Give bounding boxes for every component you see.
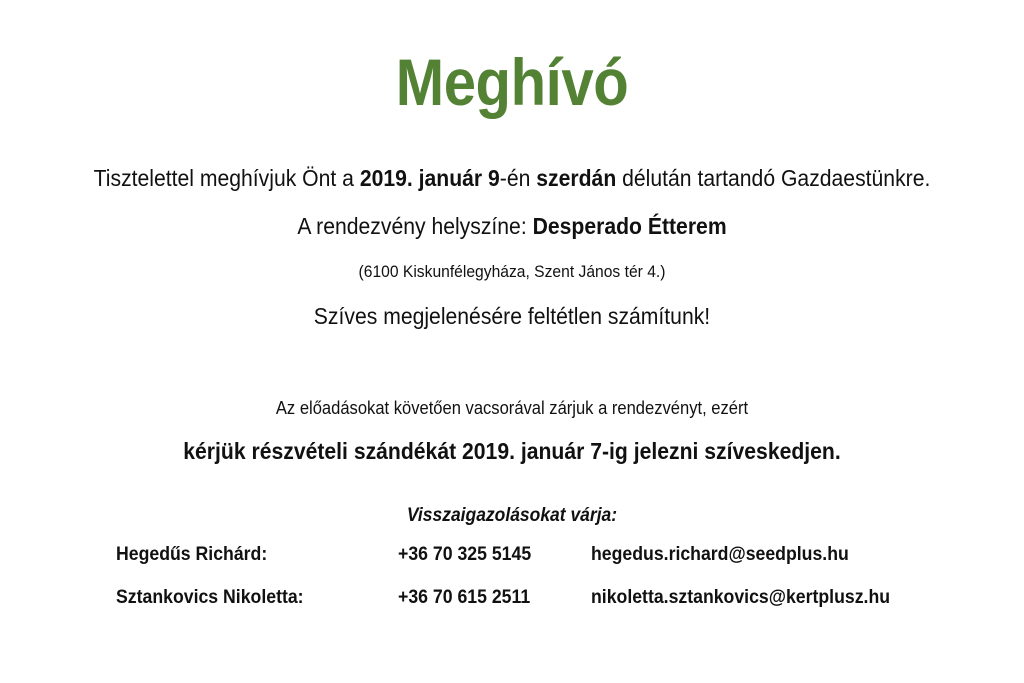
contact-name: Hegedűs Richárd: [116, 544, 268, 565]
venue-label: A rendezvény helyszíne: [297, 213, 533, 239]
dinner-note: Az előadásokat követően vacsorával zárjuk a rendezvényt, ezért [275, 398, 749, 418]
welcome-line: Szíves megjelenésére feltétlen számítunk! [313, 303, 711, 329]
intro-text-3: délután tartandó Gazdaestünkre. [616, 165, 931, 191]
venue-address: (6100 Kiskunfélegyháza, Szent János tér 4.) [358, 262, 666, 281]
event-date: 2019. január 9 [359, 165, 500, 191]
venue-line [41, 213, 983, 240]
event-day: szerdán [536, 165, 617, 191]
rsvp-request: kérjük részvételi szándékát 2019. január 7-ig jelezni szíveskedjen. [183, 438, 841, 464]
intro-text-2: -én [499, 165, 537, 191]
contact-email: hegedus.richard@seedplus.hu [591, 544, 849, 565]
contact-phone: +36 70 325 5145 [398, 544, 532, 565]
contact-phone: +36 70 615 2511 [398, 587, 531, 608]
intro-line [41, 165, 983, 192]
intro-text-1: Tisztelettel meghívjuk Önt a [93, 165, 360, 191]
venue-name: Desperado Étterem [532, 213, 727, 239]
contact-name: Sztankovics Nikoletta: [116, 587, 304, 608]
invitation-title: Meghívó [395, 45, 629, 119]
contact-email: nikoletta.sztankovics@kertplusz.hu [591, 587, 891, 608]
contacts-heading: Visszaigazolásokat várja: [406, 505, 618, 526]
